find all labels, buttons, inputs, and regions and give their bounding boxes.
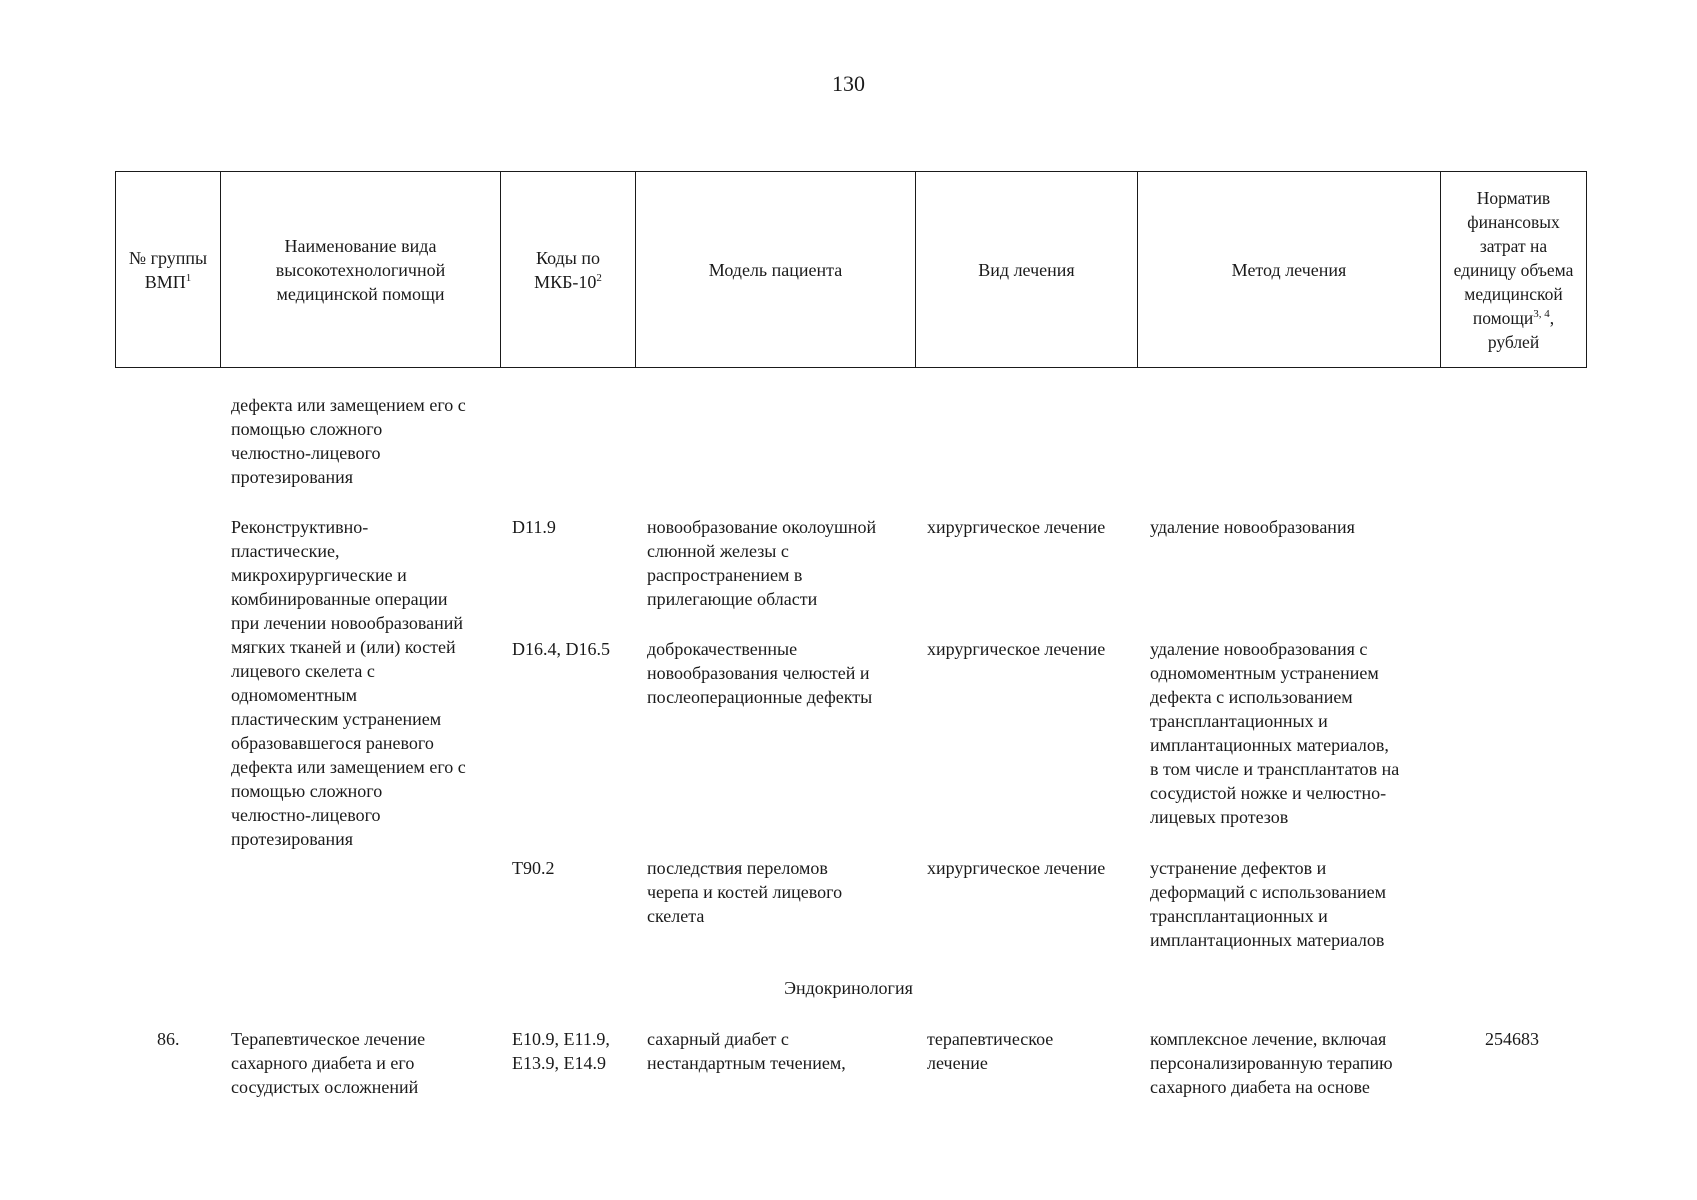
treatment-type: хирургическое лечение [927, 639, 1106, 659]
header-icd-codes: Коды по МКБ-$10^2$ [501, 172, 636, 368]
patient-model: новообразование околоушной слюнной железы с распространением в прилегающие области [647, 517, 877, 609]
header-group-number: № группы ВМП$^1$ [116, 172, 221, 368]
page-number: 130 [832, 71, 865, 96]
icd-code: T90.2 [512, 858, 555, 878]
patient-model: последствия переломов черепа и костей лицевого скелета [647, 858, 843, 926]
patient-model: доброкачественные новообразования челюстей и послеоперационные дефекты [647, 639, 873, 707]
patient-model: сахарный диабет с нестандартным течением, [647, 1029, 846, 1073]
treatment-method: комплексное лечение, включая персонализированную терапию сахарного диабета на основе [1150, 1029, 1393, 1097]
treatment-type: хирургическое лечение [927, 858, 1106, 878]
group-number: 86. [157, 1029, 180, 1049]
continuation-name: дефекта или замещением его с помощью сложного челюстно-лицевого протезирования [231, 395, 466, 487]
treatment-type: хирургическое лечение [927, 517, 1106, 537]
icd-code: D11.9 [512, 517, 556, 537]
treatment-method: устранение дефектов и деформаций с использованием трансплантационных и имплантационных материалов [1150, 858, 1387, 950]
care-name: Терапевтическое лечение сахарного диабета и его сосудистых осложнений [231, 1029, 426, 1097]
icd-code: D16.4, D16.5 [512, 639, 610, 659]
treatment-method: удаление новообразования с одномоментным устранением дефекта с использованием трансплантационных и имплантационных материалов, в том числе и трансплантатов на сосудистой ножке и челюстно- лицевых протезов [1150, 639, 1400, 827]
header-treatment-type: Вид лечения [916, 172, 1138, 368]
treatment-method: удаление новообразования [1150, 517, 1355, 537]
header-treatment-method: Метод лечения [1138, 172, 1441, 368]
section-title: Эндокринология [784, 978, 913, 998]
cost-value: 254683 [1485, 1029, 1539, 1049]
icd-code: E10.9, E11.9, E13.9, E14.9 [512, 1029, 610, 1073]
table-header [115, 171, 1587, 368]
care-name: Реконструктивно- пластические, микрохирургические и комбинированные операции при лечении новообразований мягких тканей и (или) костей лицевого скелета с одномоментным пластическим устранением образовавшегося раневого дефекта или замещением его с помощью сложного челюстно-лицевого протезирования [231, 517, 466, 849]
header-care-name: Наименование вида высокотехнологичной медицинской помощи [221, 172, 501, 368]
header-patient-model: Модель пациента [636, 172, 916, 368]
treatment-type: терапевтическое лечение [927, 1029, 1054, 1073]
header-cost-norm: Норматив финансовых затрат на единицу объема медицинской помощи$^{3, 4}$, рублей [1441, 172, 1587, 368]
